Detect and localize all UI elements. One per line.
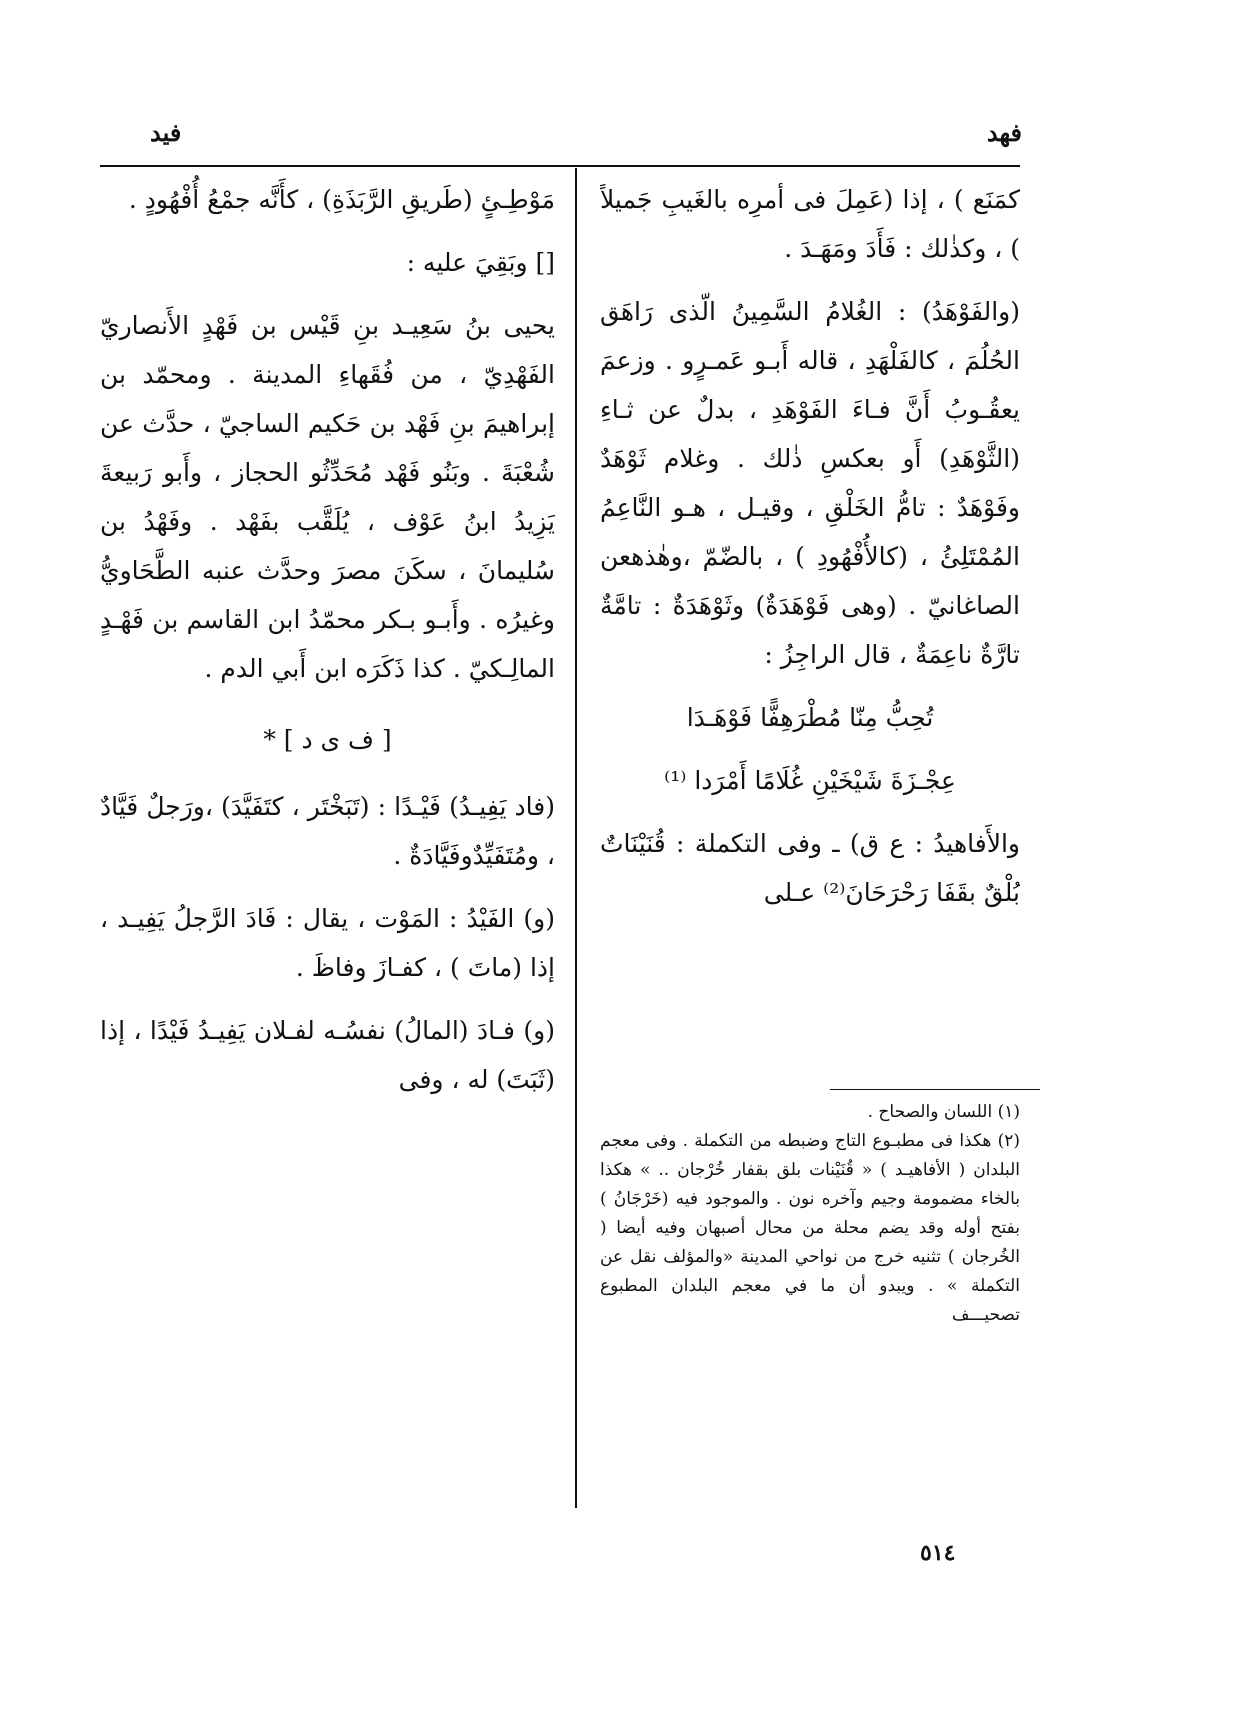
- column-divider: [575, 168, 577, 1508]
- footnote-1: (١) اللسان والصحاح .: [867, 1102, 1020, 1122]
- left-paragraph-1: مَوْطِـئٍ (طَريقِ الرَّبَذَةِ) ، كأَنَّه جمْعُ أُفْهُودٍ .: [128, 185, 555, 214]
- left-column: [100, 175, 555, 1505]
- header-keyword-left: فيد: [150, 118, 182, 147]
- left-paragraph-4: (فاد يَفِيـدُ) فَيْـدًا : (تَبَخْتَر ، كتَفَيَّدَ) ،ورَجلٌ فَيَّادٌ ، ومُتَفَيِّدٌوفَيَّادَةٌ .: [100, 792, 555, 870]
- right-paragraph-2: (والفَوْهَدُ) : الغُلامُ السَّمِينُ الّذى رَاهَق الحُلُمَ ، كالفَلْهَدِ ، قاله أَبـو عَمـرٍو . وزعمَ يعقُـوبُ أَنَّ فـاءَ الفَوْهَدِ ، بدلٌ عن ثـاءِ (الثَّوْهَدِ) أَو بعكسِ ذٰلك . وغلام ثَوْهَدٌ وفَوْهَدٌ : تامُّ الخَلْقِ ، وقيـل ، هـو النَّاعِمُ المُمْتَلِئُ ، (كالأُفْهُودِ ) ، بالضّمّ ،وهٰذهعن الصاغانيّ . (وهى فَوْهَدَةٌ) وثَوْهَدَةٌ : تامَّةٌ تارَّةٌ ناعِمَةٌ ، قال الراجِزُ :: [600, 297, 1020, 669]
- left-paragraph-2: [] وبَقِيَ عليه :: [406, 248, 555, 277]
- verse-line-2: عِجْـزَةَ شَيْخَيْنِ غُلَامًا أَمْرَدا ⁽¹⁾: [664, 766, 956, 795]
- right-paragraph-closing: والأَفاهيدُ : ع ق) ـ وفى التكملة : قُنَيْنَاتٌ بُلْقٌ بقَفَا رَحْرَحَانَ⁽²⁾ عـلى: [600, 829, 1020, 907]
- header-keyword-right: فهد: [986, 118, 1022, 147]
- header-rule: [100, 165, 1020, 167]
- left-paragraph-6: (و) فـادَ (المالُ) نفسُـه لفـلان يَفِيـدُ فَيْدًا ، إذا (ثَبَتَ) له ، وفى: [100, 1016, 555, 1094]
- right-paragraph-1: كمَنَع ) ، إذا (عَمِلَ فى أمرِه بالغَيبِ جَميلاً ) ، وكذٰلك : فَأَدَ ومَهَـدَ .: [600, 185, 1020, 263]
- left-paragraph-3: يحيى بنُ سَعِيـد بنِ قَيْس بن فَهْدٍ الأَنصاريّ الفَهْدِيّ ، من فُقَهاءِ المدينة . ومحمّد بن إبراهيمَ بنِ فَهْد بن حَكيم الساجيّ ، حدَّث عن شُعْبَةَ . وبَنُو فَهْد مُحَدِّثُو الحجاز ، وأَبو رَبيعةَ يَزِيدُ ابنُ عَوْف ، يُلَقَّب بفَهْد . وفَهْدُ بن سُليمانَ ، سكَنَ مصرَ وحدَّث عنبه الطَّحَاويُّ وغيرُه . وأَبـو بـكر محمّدُ ابن القاسم بن فَهْـدٍ المالِـكيّ . كذا ذَكَرَه ابن أَبي الدم .: [100, 311, 555, 683]
- section-title: [ ف ى د ] *: [263, 725, 392, 754]
- left-paragraph-5: (و) الفَيْدُ : المَوْت ، يقال : فَادَ الرَّجلُ يَفِيـد ، إذا (ماتَ ) ، كفـازَ وفاظَ .: [100, 904, 555, 982]
- page-number: ٥١٤: [920, 1540, 956, 1566]
- footnote-2: (٢) هكذا فى مطبـوع التاج وضبطه من التكملة . وفى معجم البلدان ( الأفاهيـد ) « قُنَيْنات بلق بقفار خُرْجان .. » هكذا بالخاء مضمومة وجيم وآخره نون . والموجود فيه (خَرْجَانُ ) بفتح أوله وقد يضم محلة من محال أصبهان وفيه أيضا ( الخُرجان ) تثنيه خرج من نواحي المدينة «والمؤلف نقل عن التكملة » . ويبدو أن ما في معجم البلدان المطبوع تصحيـــف: [600, 1131, 1020, 1325]
- right-column: [600, 175, 1020, 1085]
- footnotes: [600, 1098, 1020, 1330]
- verse-line-1: تُحِبُّ مِنّا مُطْرَهِفًّا فَوْهَـدَا: [686, 703, 934, 732]
- footnote-rule: [830, 1089, 1040, 1090]
